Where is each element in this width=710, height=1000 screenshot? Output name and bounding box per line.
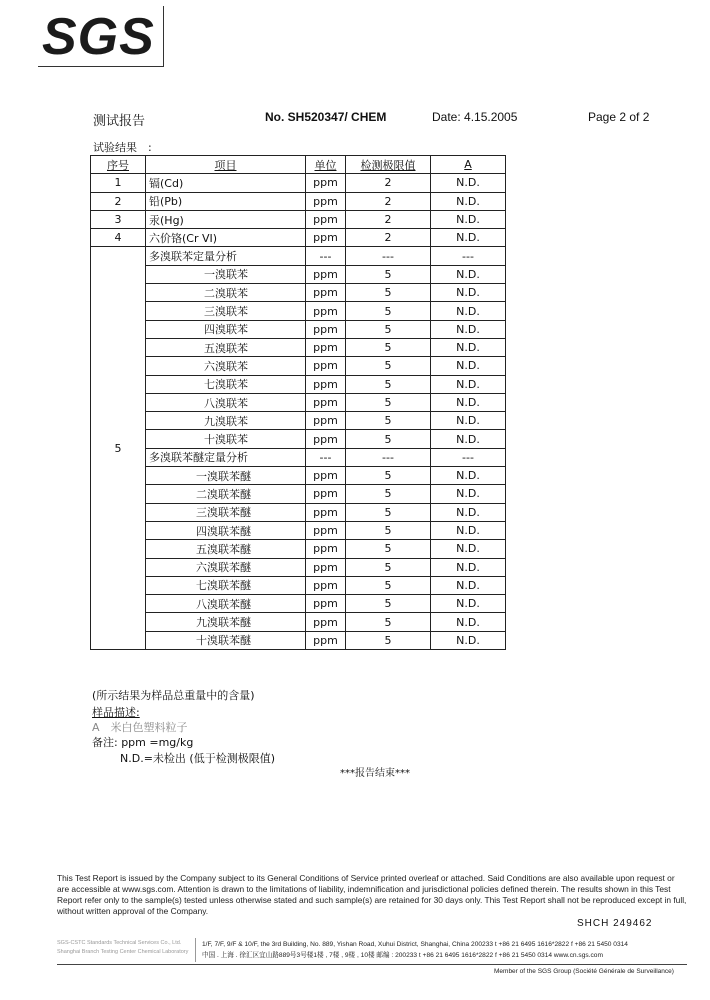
table-row xyxy=(91,393,506,411)
row-unit: ppm xyxy=(306,412,346,430)
row-unit: ppm xyxy=(306,503,346,521)
row-result: N.D. xyxy=(431,357,506,375)
row-item: 三溴联苯醚 xyxy=(146,503,306,521)
row-unit: ppm xyxy=(306,485,346,503)
row-result: N.D. xyxy=(431,613,506,631)
sgs-logo xyxy=(38,6,168,70)
row-limit: 5 xyxy=(346,412,431,430)
row-limit: 5 xyxy=(346,576,431,594)
row-limit: 5 xyxy=(346,302,431,320)
row-result: N.D. xyxy=(431,229,506,247)
table-row xyxy=(91,375,506,393)
row-result: N.D. xyxy=(431,503,506,521)
table-row xyxy=(91,412,506,430)
row-item: 六溴联苯醚 xyxy=(146,558,306,576)
row-item: 二溴联苯醚 xyxy=(146,485,306,503)
row-limit: 5 xyxy=(346,375,431,393)
row-result: N.D. xyxy=(431,576,506,594)
row-limit: 5 xyxy=(346,503,431,521)
report-title: 测试报告 xyxy=(93,114,146,129)
row-unit: ppm xyxy=(306,467,346,485)
row-result: N.D. xyxy=(431,338,506,356)
table-row xyxy=(91,357,506,375)
header-limit: 检测极限值 xyxy=(346,156,431,174)
table-row xyxy=(91,613,506,631)
header-result: A xyxy=(431,156,506,174)
row-item: 四溴联苯醚 xyxy=(146,521,306,539)
row-number: 1 xyxy=(91,174,146,192)
footer-company-line1: SGS-CSTC Standards Technical Services Co., Ltd. xyxy=(57,940,182,946)
row-limit: 5 xyxy=(346,521,431,539)
row-unit: --- xyxy=(306,448,346,466)
row-result: N.D. xyxy=(431,558,506,576)
row-unit: ppm xyxy=(306,265,346,283)
row-unit: ppm xyxy=(306,521,346,539)
row-limit: 5 xyxy=(346,631,431,649)
row-limit: 2 xyxy=(346,229,431,247)
row-unit: ppm xyxy=(306,284,346,302)
table-row xyxy=(91,467,506,485)
footer-address-en: 1/F, 7/F, 9/F & 10/F, the 3rd Building, No. 889, Yishan Road, Xuhui District, Shanghai, China 200233 t +86 21 6495 1616*2822 f +86 21 5450 0314 xyxy=(202,941,628,948)
row-limit: 5 xyxy=(346,320,431,338)
row-result: N.D. xyxy=(431,430,506,448)
row-unit: ppm xyxy=(306,192,346,210)
row-unit: ppm xyxy=(306,302,346,320)
row-result: N.D. xyxy=(431,485,506,503)
table-row xyxy=(91,595,506,613)
logo-text: SGS xyxy=(42,8,155,66)
row-unit: ppm xyxy=(306,174,346,192)
footer-company xyxy=(57,939,188,957)
row-limit: 5 xyxy=(346,284,431,302)
report-date: Date: 4.15.2005 xyxy=(432,110,518,124)
table-row xyxy=(91,210,506,228)
logo-rule-horizontal xyxy=(38,66,164,67)
header-item: 项目 xyxy=(146,156,306,174)
row-unit: ppm xyxy=(306,357,346,375)
row-limit: 5 xyxy=(346,357,431,375)
row-result: N.D. xyxy=(431,540,506,558)
row-limit: 5 xyxy=(346,595,431,613)
table-header-row xyxy=(91,156,506,174)
row-item: 镉(Cd) xyxy=(146,174,306,192)
row-item: 汞(Hg) xyxy=(146,210,306,228)
page-number: Page 2 of 2 xyxy=(588,110,650,124)
sample-description: A 米白色塑料粒子 xyxy=(92,721,188,734)
row-unit: ppm xyxy=(306,613,346,631)
row-limit: 5 xyxy=(346,338,431,356)
row-limit: 5 xyxy=(346,430,431,448)
total-weight-note: (所示结果为样品总重量中的含量) xyxy=(92,689,255,702)
row-result: N.D. xyxy=(431,521,506,539)
row-unit: ppm xyxy=(306,540,346,558)
table-row xyxy=(91,229,506,247)
row-unit: ppm xyxy=(306,558,346,576)
row-result: N.D. xyxy=(431,631,506,649)
logo-rule-vertical xyxy=(163,6,164,67)
report-number: No. SH520347/ CHEM xyxy=(265,110,387,124)
results-label: 试验结果 : xyxy=(93,141,152,154)
table-row xyxy=(91,631,506,649)
table-row xyxy=(91,430,506,448)
row-result: N.D. xyxy=(431,302,506,320)
table-row xyxy=(91,265,506,283)
disclaimer: This Test Report is issued by the Company subject to its General Conditions of Service printed overleaf or attached. Said Conditions are also available upon request or are accessible at www.sgs.com. Attention is drawn to the limitations of liability, indemnification and jurisdictional policies defined therein. The results shown in this Test Report refer only to the sample(s) tested unless otherwise stated and such sample(s) are retained for 30 days only. This Test Report shall not be reproduced except in full, without written approval of the Company. xyxy=(57,873,687,916)
row-item: 五溴联苯醚 xyxy=(146,540,306,558)
row-result: N.D. xyxy=(431,265,506,283)
row-limit: 5 xyxy=(346,393,431,411)
row-result: N.D. xyxy=(431,393,506,411)
row-item: 二溴联苯 xyxy=(146,284,306,302)
footer-address xyxy=(202,939,628,961)
row-limit: 5 xyxy=(346,485,431,503)
table-row xyxy=(91,302,506,320)
table-row xyxy=(91,540,506,558)
row-unit: ppm xyxy=(306,375,346,393)
row-result: N.D. xyxy=(431,320,506,338)
table-row xyxy=(91,503,506,521)
header-unit: 单位 xyxy=(306,156,346,174)
table-row xyxy=(91,320,506,338)
table-row xyxy=(91,192,506,210)
row-limit: 5 xyxy=(346,613,431,631)
sample-description-label: 样品描述: xyxy=(92,706,140,719)
row-item: 三溴联苯 xyxy=(146,302,306,320)
table-row xyxy=(91,284,506,302)
row-number: 4 xyxy=(91,229,146,247)
row-result: N.D. xyxy=(431,412,506,430)
row-unit: ppm xyxy=(306,338,346,356)
row-limit: --- xyxy=(346,448,431,466)
table-row xyxy=(91,338,506,356)
row-unit: ppm xyxy=(306,320,346,338)
table-row xyxy=(91,485,506,503)
end-of-report: ***报告结束*** xyxy=(340,768,410,779)
table-row xyxy=(91,521,506,539)
row-item: 四溴联苯 xyxy=(146,320,306,338)
row-item: 一溴联苯醚 xyxy=(146,467,306,485)
row-item: 六溴联苯 xyxy=(146,357,306,375)
row-result: N.D. xyxy=(431,174,506,192)
row-result: N.D. xyxy=(431,210,506,228)
row-result: N.D. xyxy=(431,467,506,485)
row-unit: ppm xyxy=(306,576,346,594)
row-unit: ppm xyxy=(306,393,346,411)
row-limit: 5 xyxy=(346,265,431,283)
table-row xyxy=(91,174,506,192)
row-unit: ppm xyxy=(306,430,346,448)
results-table xyxy=(90,155,506,650)
remark-ppm: 备注: ppm =mg/kg xyxy=(92,736,194,749)
table-row xyxy=(91,576,506,594)
group-heading: 多溴联苯定量分析 xyxy=(146,247,306,265)
row-limit: 2 xyxy=(346,174,431,192)
row-result: --- xyxy=(431,448,506,466)
row-item: 五溴联苯 xyxy=(146,338,306,356)
row-unit: ppm xyxy=(306,595,346,613)
row-number: 3 xyxy=(91,210,146,228)
row-limit: --- xyxy=(346,247,431,265)
group-heading: 多溴联苯醚定量分析 xyxy=(146,448,306,466)
row-number: 2 xyxy=(91,192,146,210)
row-item: 十溴联苯 xyxy=(146,430,306,448)
row-item: 一溴联苯 xyxy=(146,265,306,283)
footer-separator xyxy=(195,938,196,962)
row-result: N.D. xyxy=(431,375,506,393)
row-result: N.D. xyxy=(431,284,506,302)
row-result: --- xyxy=(431,247,506,265)
document-code: SHCH 249462 xyxy=(577,918,653,929)
row-unit: ppm xyxy=(306,631,346,649)
table-row xyxy=(91,448,506,466)
table-row xyxy=(91,558,506,576)
row-unit: ppm xyxy=(306,229,346,247)
header-no: 序号 xyxy=(91,156,146,174)
row-result: N.D. xyxy=(431,192,506,210)
remark-nd: N.D.=未检出 (低于检测极限值) xyxy=(120,752,275,765)
row-limit: 2 xyxy=(346,210,431,228)
row-limit: 5 xyxy=(346,540,431,558)
row-item: 七溴联苯 xyxy=(146,375,306,393)
row-item: 十溴联苯醚 xyxy=(146,631,306,649)
sgs-member-note: Member of the SGS Group (Société Générale de Surveillance) xyxy=(494,968,674,975)
row-item: 九溴联苯醚 xyxy=(146,613,306,631)
footer-address-cn: 中国 . 上海 . 徐汇区宜山路889号3号楼1楼 , 7楼 , 9楼 , 10楼 邮编 : 200233 t +86 21 6495 1616*2822 f +86 21 5450 0314 www.cn.sgs.com xyxy=(202,952,603,959)
row-number: 5 xyxy=(91,247,146,650)
row-unit: --- xyxy=(306,247,346,265)
row-item: 铅(Pb) xyxy=(146,192,306,210)
table-row xyxy=(91,247,506,265)
row-result: N.D. xyxy=(431,595,506,613)
row-limit: 5 xyxy=(346,467,431,485)
row-item: 八溴联苯 xyxy=(146,393,306,411)
row-limit: 5 xyxy=(346,558,431,576)
row-item: 九溴联苯 xyxy=(146,412,306,430)
row-limit: 2 xyxy=(346,192,431,210)
row-item: 八溴联苯醚 xyxy=(146,595,306,613)
row-unit: ppm xyxy=(306,210,346,228)
footer-company-line2: Shanghai Branch Testing Center Chemical Laboratory xyxy=(57,949,189,955)
row-item: 六价铬(Cr VI) xyxy=(146,229,306,247)
footer-rule xyxy=(57,964,687,965)
row-item: 七溴联苯醚 xyxy=(146,576,306,594)
